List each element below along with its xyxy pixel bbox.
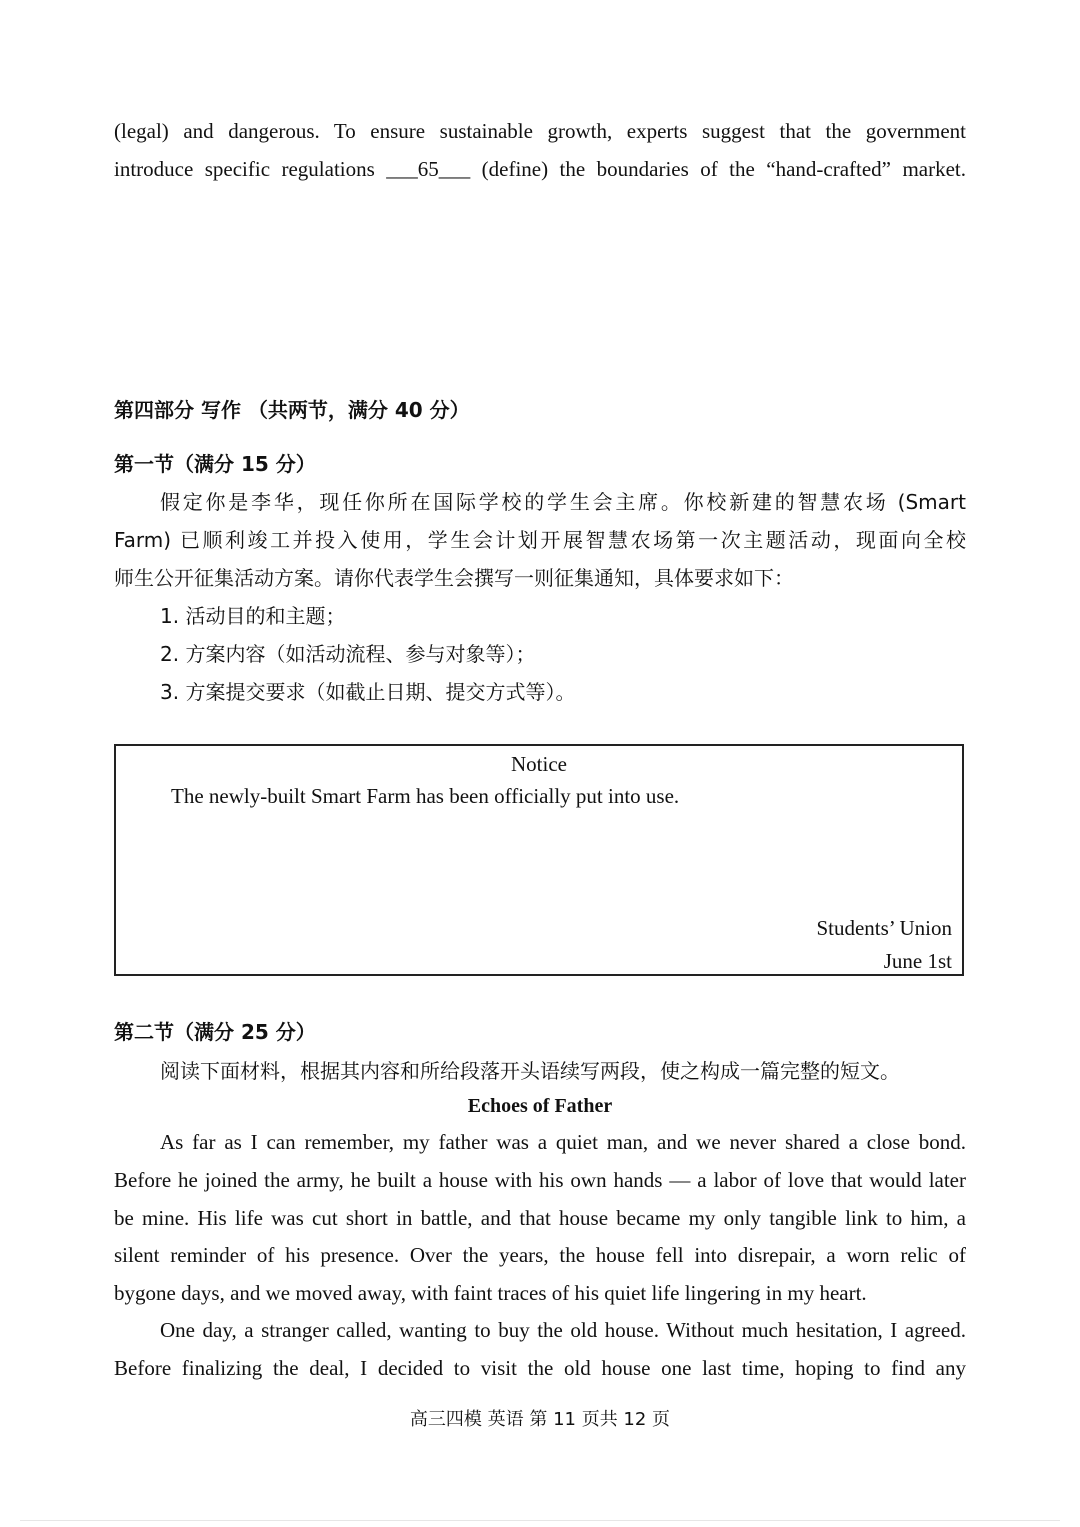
notice-box	[114, 744, 964, 976]
section1-prompt-line-3: 师生公开征集活动方案。请你代表学生会撰写一则征集通知，具体要求如下：	[114, 566, 794, 590]
notice-title: Notice	[511, 752, 567, 776]
passage-line-2: introduce specific regulations ___65___ (define) the boundaries of the “hand-crafted” market.	[114, 157, 966, 181]
story-para1-line-5: bygone days, and we moved away, with faint traces of his quiet life lingering in my heart.	[114, 1281, 867, 1305]
section1-heading: 第一节（满分 15 分）	[114, 452, 316, 476]
section1-prompt-line-2: Farm) 已顺利竣工并投入使用，学生会计划开展智慧农场第一次主题活动，现面向全校	[114, 528, 966, 552]
requirement-item: 1. 活动目的和主题；	[160, 604, 346, 628]
requirement-item: 2. 方案内容（如活动流程、参与对象等）；	[160, 642, 536, 666]
story-para2-line-2: Before finalizing the deal, I decided to visit the old house one last time, hoping to find any	[114, 1356, 966, 1380]
passage-line-1: (legal) and dangerous. To ensure sustainable growth, experts suggest that the government	[114, 119, 966, 143]
story-para1-line-2: Before he joined the army, he built a house with his own hands — a labor of love that would later	[114, 1168, 966, 1192]
story-para1-line-4: silent reminder of his presence. Over the years, the house fell into disrepair, a worn relic of	[114, 1243, 966, 1267]
bottom-divider	[20, 1520, 1060, 1521]
notice-date: June 1st	[883, 949, 952, 973]
requirement-item: 3. 方案提交要求（如截止日期、提交方式等）。	[160, 680, 576, 704]
section2-instruction: 阅读下面材料，根据其内容和所给段落开头语续写两段，使之构成一篇完整的短文。	[160, 1059, 900, 1083]
story-para1-line-3: be mine. His life was cut short in battle, and that house became my only tangible link to him, a	[114, 1206, 966, 1230]
story-para2-line-1: One day, a stranger called, wanting to buy the old house. Without much hesitation, I agreed.	[160, 1318, 966, 1342]
part4-heading: 第四部分 写作 （共两节，满分 40 分）	[114, 398, 470, 422]
page-footer: 高三四模 英语 第 11 页共 12 页	[409, 1409, 671, 1430]
story-para1-line-1: As far as I can remember, my father was a quiet man, and we never shared a close bond.	[160, 1130, 966, 1154]
story-title: Echoes of Father	[467, 1095, 613, 1117]
section1-prompt-line-1: 假定你是李华，现任你所在国际学校的学生会主席。你校新建的智慧农场 (Smart	[160, 490, 966, 514]
notice-signature: Students’ Union	[816, 916, 952, 940]
notice-body: The newly-built Smart Farm has been officially put into use.	[171, 784, 680, 808]
section2-heading: 第二节（满分 25 分）	[114, 1020, 316, 1044]
